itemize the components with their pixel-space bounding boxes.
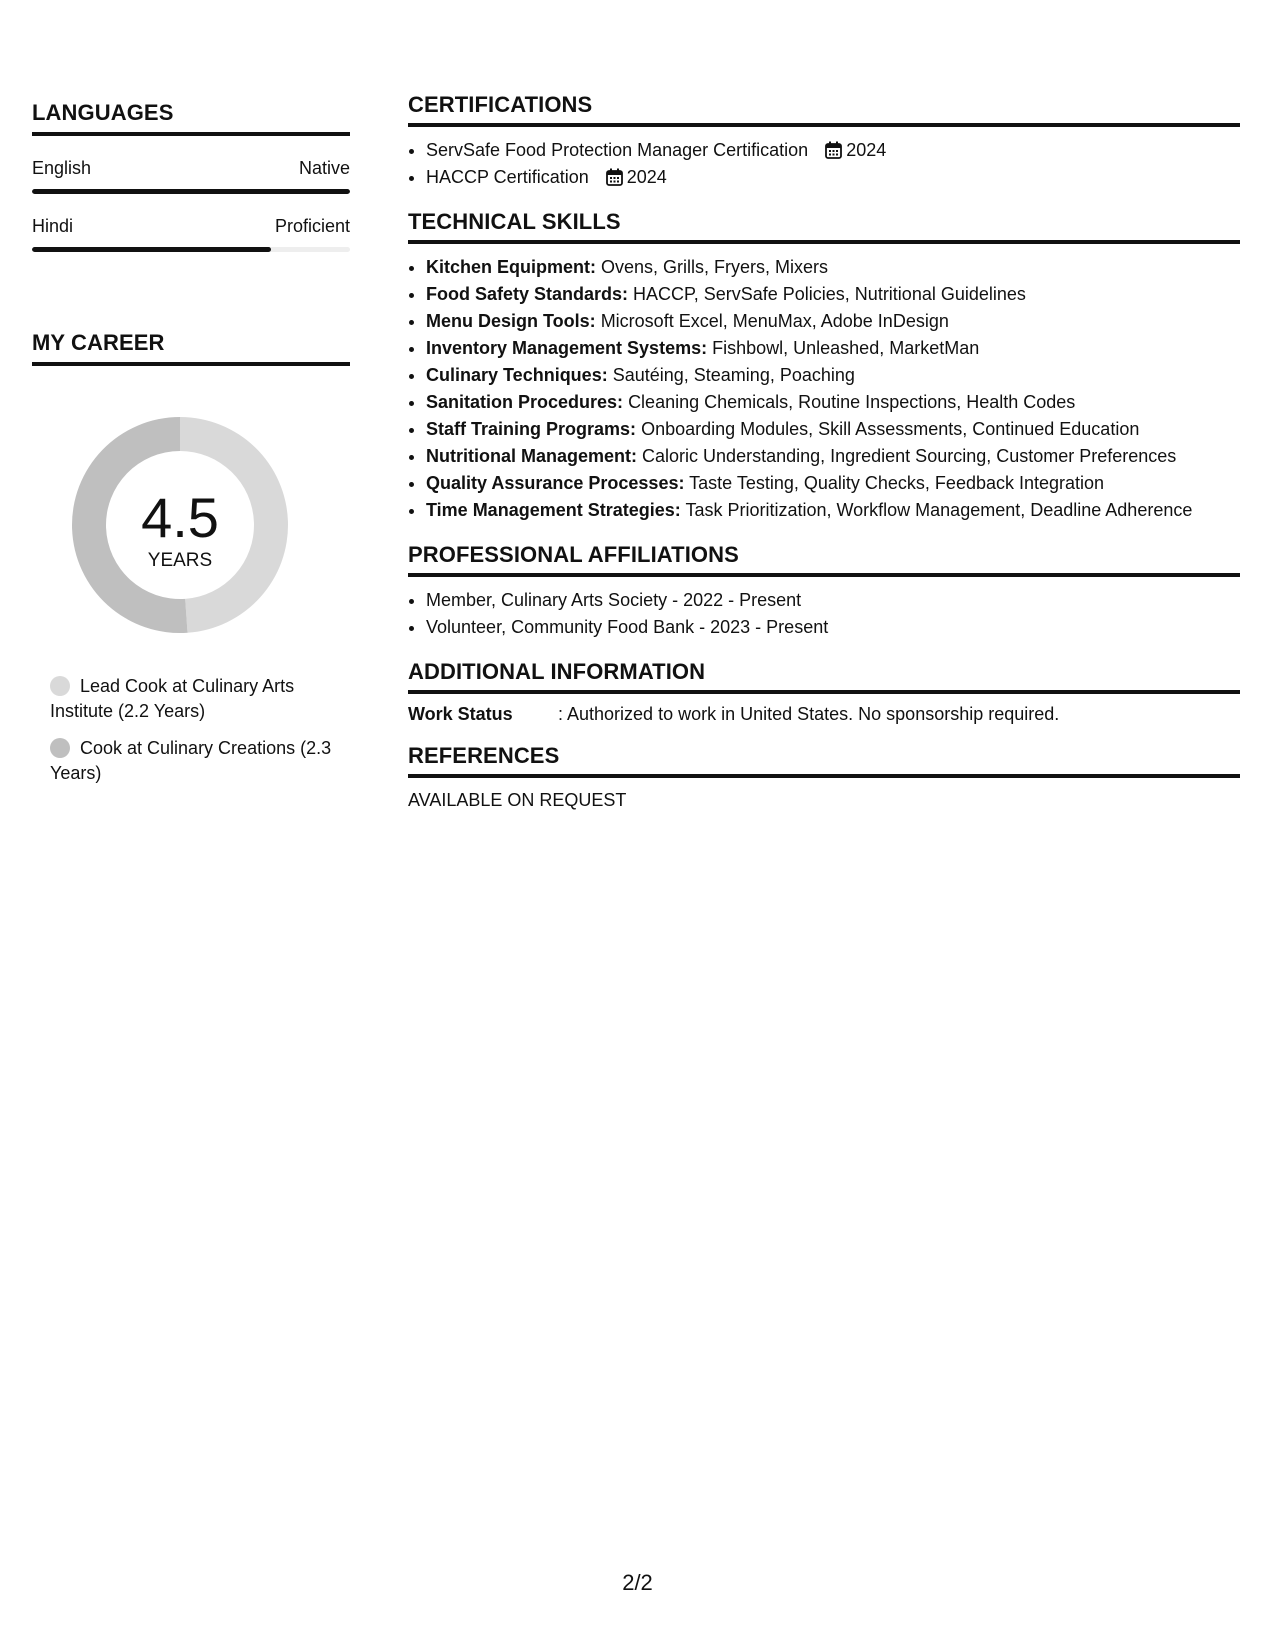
- certification-year: 2024: [626, 167, 667, 187]
- skill-label: Sanitation Procedures:: [426, 392, 624, 412]
- skill-label: Nutritional Management:: [426, 446, 638, 466]
- calendar-icon: [606, 168, 623, 186]
- technical-skills-list: [408, 254, 1240, 524]
- skill-label: Menu Design Tools:: [426, 311, 596, 331]
- affiliation-item: • Member, Culinary Arts Society - 2022 - Present: [426, 587, 1240, 614]
- career-title: MY CAREER: [32, 330, 350, 366]
- skill-label: Quality Assurance Processes:: [426, 473, 685, 493]
- career-legend-item: [50, 674, 350, 724]
- skill-item: [426, 335, 1240, 362]
- language-level: Native: [298, 158, 350, 178]
- career-section: [32, 330, 350, 786]
- certifications-title: CERTIFICATIONS: [408, 92, 1240, 127]
- affiliations-list: [408, 587, 1240, 641]
- skill-value: HACCP, ServSafe Policies, Nutritional Guidelines: [633, 284, 1026, 304]
- certification-name: ServSafe Food Protection Manager Certification: [426, 140, 809, 160]
- calendar-icon: [825, 141, 842, 159]
- skill-value: Microsoft Excel, MenuMax, Adobe InDesign: [600, 311, 949, 331]
- career-legend-item: [50, 736, 350, 786]
- language-item: [32, 216, 350, 252]
- additional-info-section: [408, 659, 1240, 725]
- additional-info-title: ADDITIONAL INFORMATION: [408, 659, 1240, 694]
- language-level: Proficient: [274, 216, 350, 236]
- legend-dot-icon: [50, 738, 70, 758]
- language-proficiency-fill: [32, 247, 271, 252]
- skill-value: Fishbowl, Unleashed, MarketMan: [712, 338, 980, 358]
- references-text: AVAILABLE ON REQUEST: [408, 790, 627, 810]
- work-status-label: Work Status: [408, 704, 513, 724]
- certification-item: [426, 164, 1240, 191]
- certifications-section: [408, 92, 1240, 191]
- technical-skills-section: [408, 209, 1240, 524]
- legend-dot-icon: [50, 676, 70, 696]
- career-donut-center: [65, 410, 295, 640]
- certifications-list: [408, 137, 1240, 191]
- skill-item: [426, 362, 1240, 389]
- skill-value: Ovens, Grills, Fryers, Mixers: [601, 257, 829, 277]
- sidebar: [32, 100, 350, 786]
- career-legend-label: Cook at Culinary Creations (2.3 Years): [50, 738, 332, 783]
- skill-label: Food Safety Standards:: [426, 284, 629, 304]
- skill-value: Caloric Understanding, Ingredient Sourcing, Customer Preferences: [642, 446, 1177, 466]
- career-legend: [32, 674, 350, 786]
- skill-value: Task Prioritization, Workflow Management, Deadline Adherence: [685, 500, 1193, 520]
- skill-item: [426, 308, 1240, 335]
- language-proficiency-bar: [32, 189, 350, 194]
- languages-section: [32, 100, 350, 252]
- skill-item: [426, 416, 1240, 443]
- career-total-unit: YEARS: [147, 550, 213, 571]
- affiliation-item: • Volunteer, Community Food Bank - 2023 - Present: [426, 614, 1240, 641]
- main-content: [408, 92, 1240, 829]
- certification-name: HACCP Certification: [426, 167, 589, 187]
- affiliations-section: [408, 542, 1240, 641]
- work-status-value: : Authorized to work in United States. No sponsorship required.: [558, 704, 1060, 724]
- references-title: REFERENCES: [408, 743, 1240, 778]
- skill-value: Onboarding Modules, Skill Assessments, Continued Education: [641, 419, 1140, 439]
- language-name: Hindi: [32, 216, 74, 236]
- skill-label: Staff Training Programs:: [426, 419, 637, 439]
- language-proficiency-fill: [32, 189, 350, 194]
- page-number: 2/2: [622, 1570, 653, 1595]
- skill-item: [426, 443, 1240, 470]
- skill-label: Inventory Management Systems:: [426, 338, 708, 358]
- skill-label: Time Management Strategies:: [426, 500, 681, 520]
- language-name: English: [32, 158, 92, 178]
- skill-label: Kitchen Equipment:: [426, 257, 596, 277]
- skill-value: Cleaning Chemicals, Routine Inspections, Health Codes: [628, 392, 1076, 412]
- language-item: [32, 158, 350, 194]
- references-section: [408, 743, 1240, 811]
- skill-label: Culinary Techniques:: [426, 365, 608, 385]
- skill-value: Sautéing, Steaming, Poaching: [612, 365, 855, 385]
- career-legend-label: Lead Cook at Culinary Arts Institute (2.2 Years): [50, 676, 295, 721]
- certification-item: [426, 137, 1240, 164]
- career-total-years: 4.5: [141, 486, 219, 549]
- technical-skills-title: TECHNICAL SKILLS: [408, 209, 1240, 244]
- skill-value: Taste Testing, Quality Checks, Feedback Integration: [689, 473, 1105, 493]
- skill-item: [426, 470, 1240, 497]
- skill-item: [426, 281, 1240, 308]
- languages-title: LANGUAGES: [32, 100, 350, 136]
- language-proficiency-bar: [32, 247, 350, 252]
- skill-item: [426, 497, 1240, 524]
- skill-item: [426, 389, 1240, 416]
- affiliations-title: PROFESSIONAL AFFILIATIONS: [408, 542, 1240, 577]
- skill-item: [426, 254, 1240, 281]
- career-donut-chart: [65, 410, 295, 640]
- certification-year: 2024: [846, 140, 887, 160]
- work-status-row: [408, 704, 1240, 725]
